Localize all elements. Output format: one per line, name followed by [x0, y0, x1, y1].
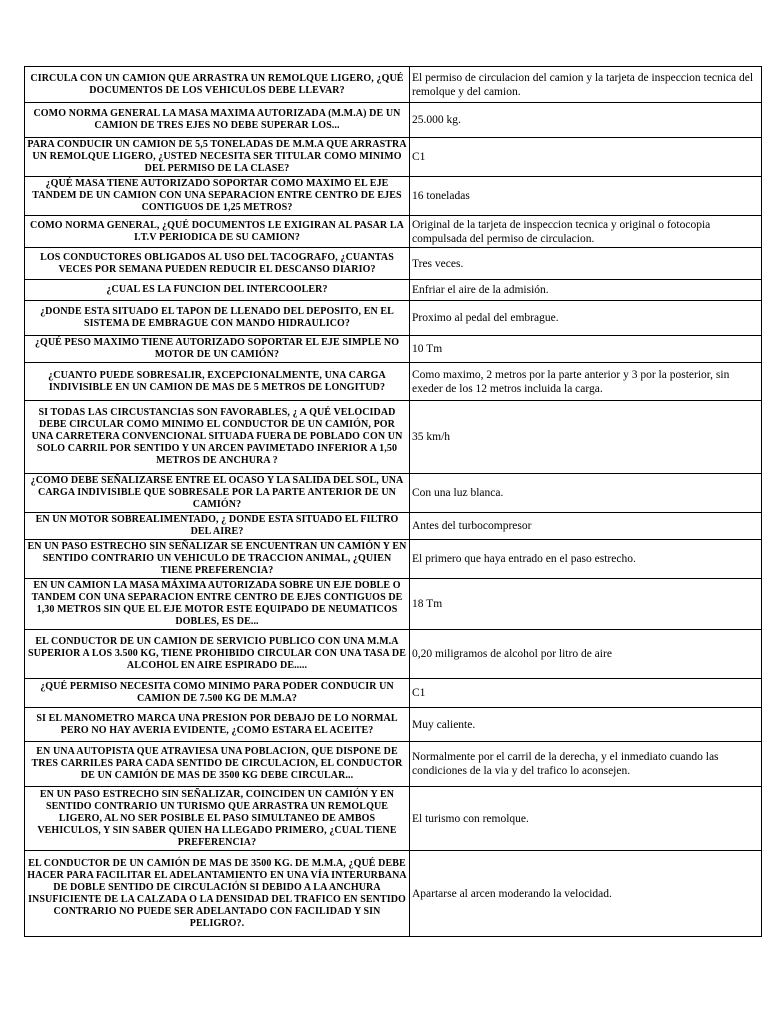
table-row: [25, 280, 762, 301]
table-row: [25, 787, 762, 851]
answer-cell: El turismo con remolque.: [410, 787, 762, 851]
table-row: [25, 363, 762, 401]
question-cell: PARA CONDUCIR UN CAMION DE 5,5 TONELADAS DE M.M.A QUE ARRASTRA UN REMOLQUE LIGERO, ¿USTED NECESITA SER TITULAR COMO MINIMO DEL PERMISO DE LA CLASE?: [25, 138, 410, 177]
question-cell: EN UN PASO ESTRECHO SIN SEÑALIZAR, COINCIDEN UN CAMIÓN Y EN SENTIDO CONTRARIO UN TURISMO QUE ARRASTRA UN REMOLQUE LIGERO, AL NO SER POSIBLE EL PASO SIMULTANEO DE AMBOS VEHICULOS, Y SIN SABER QUIEN HA LLEGADO PRIMERO, ¿CUAL TIENE PREFERENCIA?: [25, 787, 410, 851]
question-cell: SI EL MANOMETRO MARCA UNA PRESION POR DEBAJO DE LO NORMAL PERO NO HAY AVERIA EVIDENTE, ¿COMO ESTARA EL ACEITE?: [25, 708, 410, 742]
table-row: [25, 630, 762, 679]
question-cell: ¿DONDE ESTA SITUADO EL TAPON DE LLENADO DEL DEPOSITO, EN EL SISTEMA DE EMBRAGUE CON MANDO HIDRAULICO?: [25, 301, 410, 336]
table-row: [25, 177, 762, 216]
answer-cell: El permiso de circulacion del camion y la tarjeta de inspeccion tecnica del remolque y del camion.: [410, 67, 762, 103]
question-cell: COMO NORMA GENERAL LA MASA MAXIMA AUTORIZADA (M.M.A) DE UN CAMION DE TRES EJES NO DEBE SUPERAR LOS...: [25, 103, 410, 138]
question-cell: ¿CUANTO PUEDE SOBRESALIR, EXCEPCIONALMENTE, UNA CARGA INDIVISIBLE EN UN CAMION DE MAS DE 5 METROS DE LONGITUD?: [25, 363, 410, 401]
question-cell: ¿QUÉ PESO MAXIMO TIENE AUTORIZADO SOPORTAR EL EJE SIMPLE NO MOTOR DE UN CAMIÓN?: [25, 336, 410, 363]
answer-cell: Antes del turbocompresor: [410, 513, 762, 540]
answer-cell: 18 Tm: [410, 579, 762, 630]
table-row: [25, 540, 762, 579]
qa-table-body: [25, 67, 762, 937]
question-cell: ¿CUAL ES LA FUNCION DEL INTERCOOLER?: [25, 280, 410, 301]
question-cell: EN UN MOTOR SOBREALIMENTADO, ¿ DONDE ESTA SITUADO EL FILTRO DEL AIRE?: [25, 513, 410, 540]
table-row: [25, 248, 762, 280]
table-row: [25, 67, 762, 103]
table-row: [25, 708, 762, 742]
answer-cell: Proximo al pedal del embrague.: [410, 301, 762, 336]
question-cell: EL CONDUCTOR DE UN CAMION DE SERVICIO PUBLICO CON UNA M.M.A SUPERIOR A LOS 3.500 KG, TIENE PROHIBIDO CIRCULAR CON UNA TASA DE ALCOHOL EN AIRE ESPIRADO DE.....: [25, 630, 410, 679]
question-cell: EN UN CAMION LA MASA MÁXIMA AUTORIZADA SOBRE UN EJE DOBLE O TANDEM CON UNA SEPARACION ENTRE CENTRO DE EJES CONTIGUOS DE 1,30 METROS SIN QUE EL EJE MOTOR ESTE EQUIPADO DE NEUMATICOS DOBLES, ES DE...: [25, 579, 410, 630]
answer-cell: Tres veces.: [410, 248, 762, 280]
question-cell: LOS CONDUCTORES OBLIGADOS AL USO DEL TACOGRAFO, ¿CUANTAS VECES POR SEMANA PUEDEN REDUCIR EL DESCANSO DIARIO?: [25, 248, 410, 280]
table-row: [25, 474, 762, 513]
table-row: [25, 301, 762, 336]
table-row: [25, 742, 762, 787]
answer-cell: Original de la tarjeta de inspeccion tecnica y original o fotocopia compulsada del permiso de circulacion.: [410, 216, 762, 248]
answer-cell: 16 toneladas: [410, 177, 762, 216]
question-cell: SI TODAS LAS CIRCUSTANCIAS SON FAVORABLES, ¿ A QUÉ VELOCIDAD DEBE CIRCULAR COMO MINIMO EL CONDUCTOR DE UN CAMIÓN, POR UNA CARRETERA CONVENCIONAL SITUADA FUERA DE POBLADO CON UN SOLO CARRIL POR SENTIDO Y UN ARCEN PAVIMETADO INFERIOR A 1,50 METROS DE ANCHURA ?: [25, 401, 410, 474]
answer-cell: El primero que haya entrado en el paso estrecho.: [410, 540, 762, 579]
qa-table: [24, 66, 762, 937]
answer-cell: Muy caliente.: [410, 708, 762, 742]
answer-cell: Con una luz blanca.: [410, 474, 762, 513]
answer-cell: C1: [410, 679, 762, 708]
question-cell: EL CONDUCTOR DE UN CAMIÓN DE MAS DE 3500 KG. DE M.M.A, ¿QUÉ DEBE HACER PARA FACILITAR EL ADELANTAMIENTO EN UNA VÍA INTERURBANA DE DOBLE SENTIDO DE CIRCULACIÓN SI DEBIDO A LA ANCHURA INSUFICIENTE DE LA CALZADA O LA DENSIDAD DEL TRAFICO EN SENTIDO CONTRARIO NO PUEDE SER ADELANTADO CON FACILIDAD Y SIN PELIGRO?.: [25, 851, 410, 937]
question-cell: ¿QUÉ PERMISO NECESITA COMO MINIMO PARA PODER CONDUCIR UN CAMION DE 7.500 KG DE M.M.A?: [25, 679, 410, 708]
table-row: [25, 851, 762, 937]
question-cell: ¿COMO DEBE SEÑALIZARSE ENTRE EL OCASO Y LA SALIDA DEL SOL, UNA CARGA INDIVISIBLE QUE SOBRESALE POR LA PARTE ANTERIOR DE UN CAMIÓN?: [25, 474, 410, 513]
table-row: [25, 216, 762, 248]
question-cell: ¿QUÉ MASA TIENE AUTORIZADO SOPORTAR COMO MAXIMO EL EJE TANDEM DE UN CAMION CON UNA SEPARACION ENTRE CENTRO DE EJES CONTIGUOS DE 1,25 METROS?: [25, 177, 410, 216]
question-cell: EN UN PASO ESTRECHO SIN SEÑALIZAR SE ENCUENTRAN UN CAMIÓN Y EN SENTIDO CONTRARIO UN VEHICULO DE TRACCION ANIMAL, ¿QUIEN TIENE PREFERENCIA?: [25, 540, 410, 579]
question-cell: COMO NORMA GENERAL, ¿QUÉ DOCUMENTOS LE EXIGIRAN AL PASAR LA I.T.V PERIODICA DE SU CAMION?: [25, 216, 410, 248]
table-row: [25, 103, 762, 138]
table-row: [25, 579, 762, 630]
answer-cell: Como maximo, 2 metros por la parte anterior y 3 por la posterior, sin exeder de los 12 metros incluida la carga.: [410, 363, 762, 401]
table-row: [25, 513, 762, 540]
question-cell: CIRCULA CON UN CAMION QUE ARRASTRA UN REMOLQUE LIGERO, ¿QUÉ DOCUMENTOS DE LOS VEHICULOS DEBE LLEVAR?: [25, 67, 410, 103]
answer-cell: Enfriar el aire de la admisión.: [410, 280, 762, 301]
table-row: [25, 336, 762, 363]
table-row: [25, 679, 762, 708]
answer-cell: 25.000 kg.: [410, 103, 762, 138]
answer-cell: 35 km/h: [410, 401, 762, 474]
answer-cell: C1: [410, 138, 762, 177]
answer-cell: 0,20 miligramos de alcohol por litro de aire: [410, 630, 762, 679]
table-row: [25, 401, 762, 474]
table-row: [25, 138, 762, 177]
question-cell: EN UNA AUTOPISTA QUE ATRAVIESA UNA POBLACION, QUE DISPONE DE TRES CARRILES PARA CADA SENTIDO DE CIRCULACION, EL CONDUCTOR DE UN CAMIÓN DE MAS DE 3500 KG DEBE CIRCULAR...: [25, 742, 410, 787]
answer-cell: 10 Tm: [410, 336, 762, 363]
answer-cell: Apartarse al arcen moderando la velocidad.: [410, 851, 762, 937]
answer-cell: Normalmente por el carril de la derecha, y el inmediato cuando las condiciones de la via y del trafico lo aconsejen.: [410, 742, 762, 787]
